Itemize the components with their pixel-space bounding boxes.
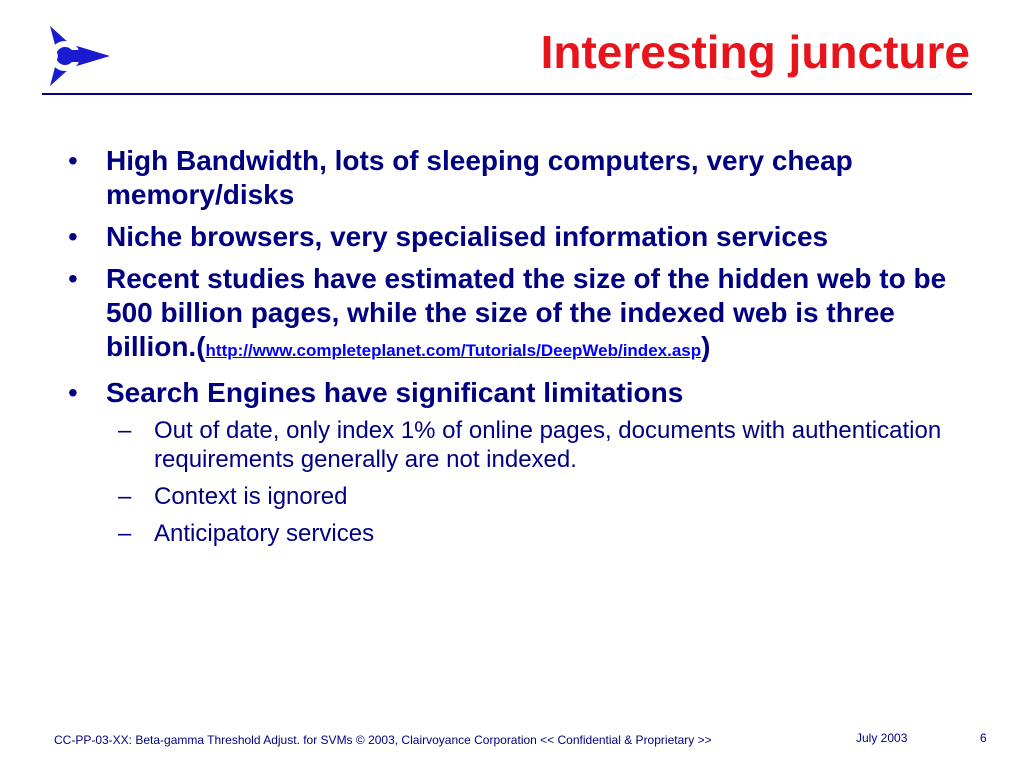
bullet-text: Niche browsers, very specialised information services <box>106 221 829 252</box>
sub-bullet-text: Out of date, only index 1% of online pages, documents with authentication requirements generally are not indexed. <box>154 417 942 473</box>
bullet-glyph: • <box>68 263 78 294</box>
bullet-glyph: • <box>68 145 78 176</box>
sub-bullet-item <box>56 416 976 474</box>
bullet-item <box>56 262 976 368</box>
bullet-item <box>56 220 976 254</box>
sub-bullet-list <box>56 416 976 548</box>
bullet-item <box>56 376 976 410</box>
dash-glyph: – <box>118 417 132 444</box>
bullet-text: Search Engines have significant limitations <box>106 377 684 408</box>
slide-title: Interesting juncture <box>540 26 970 78</box>
bullet-text-close: ) <box>701 331 711 362</box>
page-number: 6 <box>980 731 987 745</box>
footer-copyright: CC-PP-03-XX: Beta-gamma Threshold Adjust. for SVMs © 2003, Clairvoyance Corporation << Confidential & Proprietary >> <box>54 733 712 747</box>
sub-bullet-text: Anticipatory services <box>154 520 375 547</box>
slide-content <box>56 144 976 556</box>
dash-glyph: – <box>118 483 132 510</box>
sub-bullet-item <box>56 519 976 548</box>
bullet-text: High Bandwidth, lots of sleeping computers, very cheap memory/disks <box>106 145 853 210</box>
bullet-item <box>56 144 976 212</box>
deep-web-link[interactable]: http://www.completeplanet.com/Tutorials/DeepWeb/index.asp <box>205 341 702 360</box>
sub-bullet-text: Context is ignored <box>154 483 348 510</box>
title-divider <box>42 93 972 95</box>
bullet-glyph: • <box>68 377 78 408</box>
bullet-glyph: • <box>68 221 78 252</box>
bullet-text: Recent studies have estimated the size of the hidden web to be 500 billion pages, while the size of the indexed web is three billion.( <box>106 263 947 362</box>
sub-bullet-item <box>56 482 976 511</box>
footer-date: July 2003 <box>856 731 908 745</box>
clairvoyance-logo-icon <box>38 24 112 88</box>
dash-glyph: – <box>118 520 132 547</box>
